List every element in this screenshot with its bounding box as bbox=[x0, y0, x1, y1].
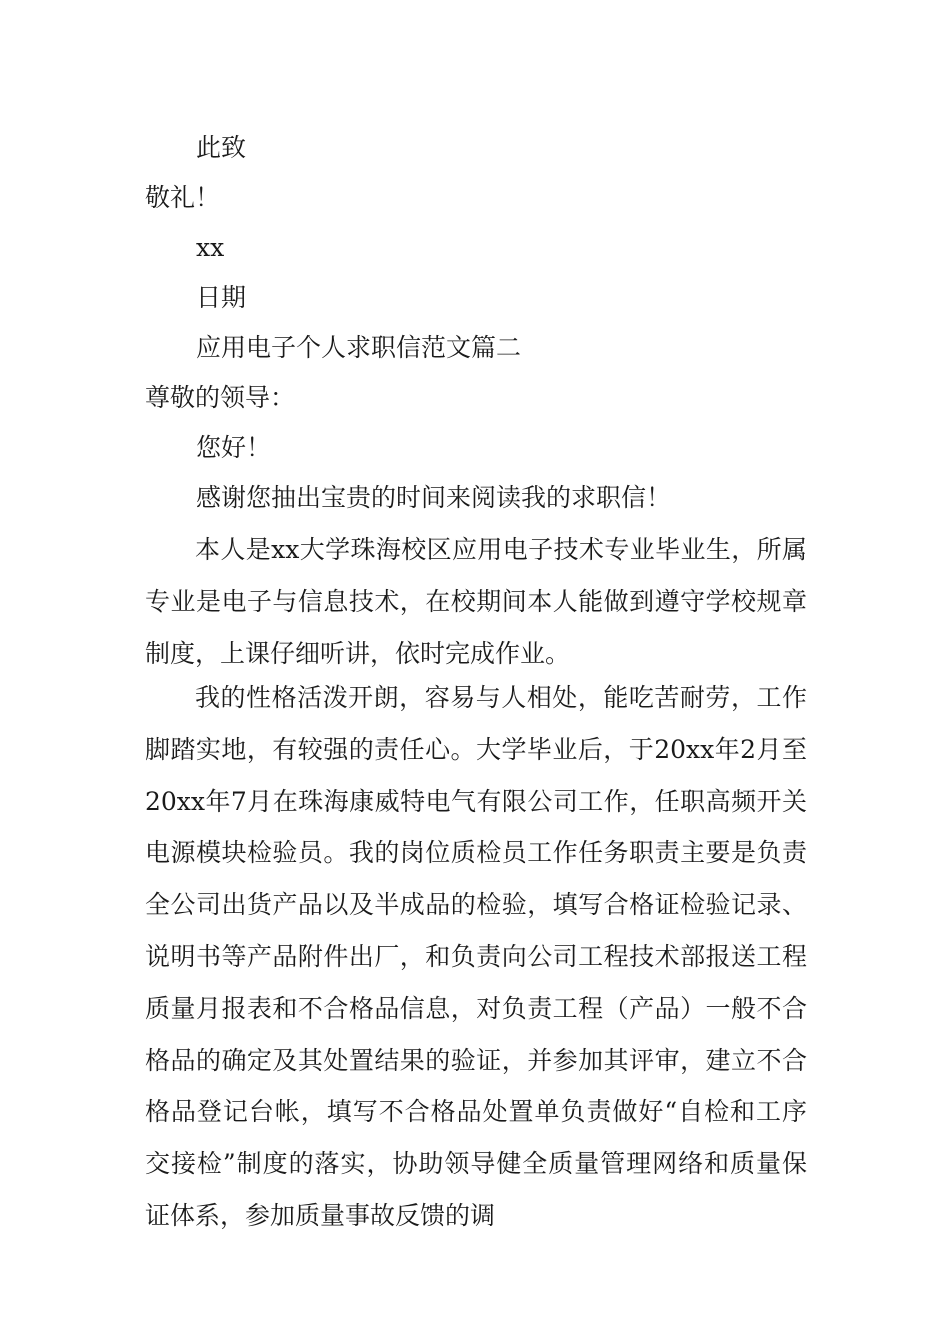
paragraph-experience: 我的性格活泼开朗，容易与人相处，能吃苦耐劳，工作脚踏实地，有较强的责任心。大学毕业后，于20xx年2月至20xx年7月在珠海康威特电气有限公司工作，任职高频开关电源模块检验员。我的岗位质检员工作任务职责主要是负责全公司出货产品以及半成品的检验，填写合格证检验记录、说明书等产品附件出厂，和负责向公司工程技术部报送工程质量月报表和不合格品信息，对负责工程（产品）一般不合格品的确定及其处置结果的验证，并参加其评审，建立不合格品登记台帐，填写不合格品处置单负责做好“自检和工序交接检”制度的落实，协助领导健全质量管理网络和质量保证体系，参加质量事故反馈的调 bbox=[145, 683, 807, 1230]
letter-signature: xx bbox=[196, 233, 225, 262]
letter-salute: 敬礼！ bbox=[145, 183, 221, 212]
letter-greeting: 您好！ bbox=[196, 433, 272, 462]
paragraph-intro: 本人是xx大学珠海校区应用电子技术专业毕业生，所属专业是电子与信息技术，在校期间本人能做到遵守学校规章制度，上课仔细听讲，依时完成作业。 bbox=[145, 535, 807, 668]
section-title: 应用电子个人求职信范文篇二 bbox=[196, 333, 522, 362]
letter-recipient: 尊敬的领导： bbox=[145, 383, 296, 412]
letter-closing: 此致 bbox=[196, 133, 247, 162]
letter-date: 日期 bbox=[196, 283, 247, 312]
letter-thanks: 感谢您抽出宝贵的时间来阅读我的求职信！ bbox=[196, 483, 672, 512]
